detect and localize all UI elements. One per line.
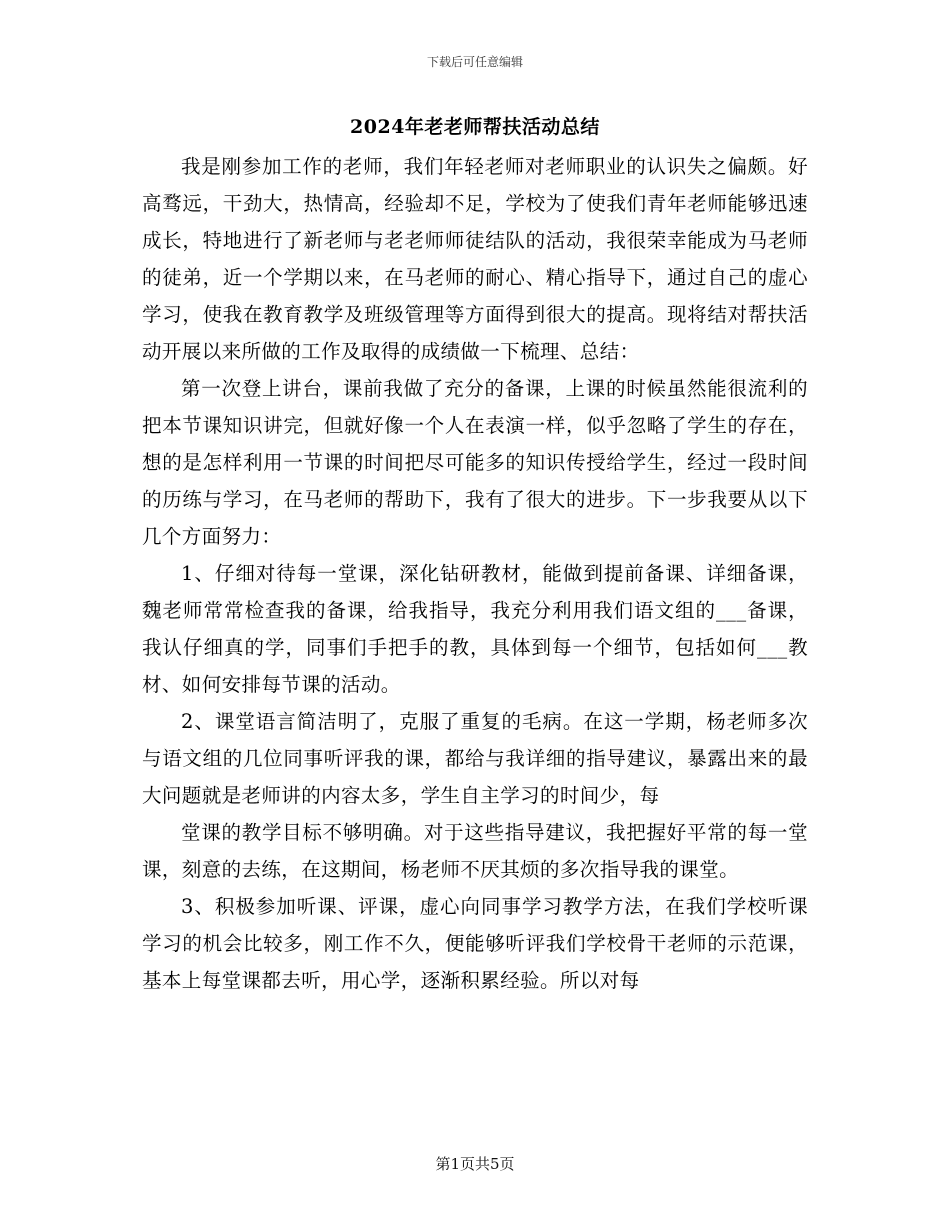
paragraph-intro: 我是刚参加工作的老师，我们年轻老师对老师职业的认识失之偏颇。好高骛远，干劲大，热情高，经验却不足，学校为了使我们青年老师能够迅速成长，特地进行了新老师与老老师师徒结队的活动，我很荣幸能成为马老师的徒弟，近一个学期以来，在马老师的耐心、精心指导下，通过自己的虚心学习，使我在教育教学及班级管理等方面得到很大的提高。现将结对帮扶活动开展以来所做的工作及取得的成绩做一下梳理、总结： <box>142 155 808 363</box>
paragraph-point-3: 3、积极参加听课、评课，虚心向同事学习教学方法，在我们学校听课学习的机会比较多，刚工作不久，便能够听评我们学校骨干老师的示范课，基本上每堂课都去听，用心学，逐渐积累经验。所以对每 <box>142 895 808 992</box>
page-number: 第1页共5页 <box>435 1155 515 1173</box>
paragraph-first-lecture: 第一次登上讲台，课前我做了充分的备课，上课的时候虽然能很流利的把本节课知识讲完，但就好像一个人在表演一样，似乎忽略了学生的存在，想的是怎样利用一节课的时间把尽可能多的知识传授给学生，经过一段时间的历练与学习，在马老师的帮助下，我有了很大的进步。下一步我要从以下几个方面努力： <box>142 377 808 548</box>
paragraph-point-1: 1、仔细对待每一堂课，深化钻研教材，能做到提前备课、详细备课，魏老师常常检查我的备课，给我指导，我充分利用我们语文组的___备课，我认仔细真的学，同事们手把手的教，具体到每一个细节，包括如何___教材、如何安排每节课的活动。 <box>142 562 808 696</box>
document-title: 2024年老老师帮扶活动总结 <box>350 116 600 138</box>
document-body <box>142 148 808 999</box>
page-header-note: 下载后可任意编辑 <box>426 55 523 69</box>
paragraph-point-2: 2、课堂语言简洁明了，克服了重复的毛病。在这一学期，杨老师多次与语文组的几位同事听评我的课，都给与我详细的指导建议，暴露出来的最大问题就是老师讲的内容太多，学生自主学习的时间少，每 <box>142 710 808 807</box>
paragraph-point-2-continued: 堂课的教学目标不够明确。对于这些指导建议，我把握好平常的每一堂课，刻意的去练，在这期间，杨老师不厌其烦的多次指导我的课堂。 <box>142 821 808 881</box>
